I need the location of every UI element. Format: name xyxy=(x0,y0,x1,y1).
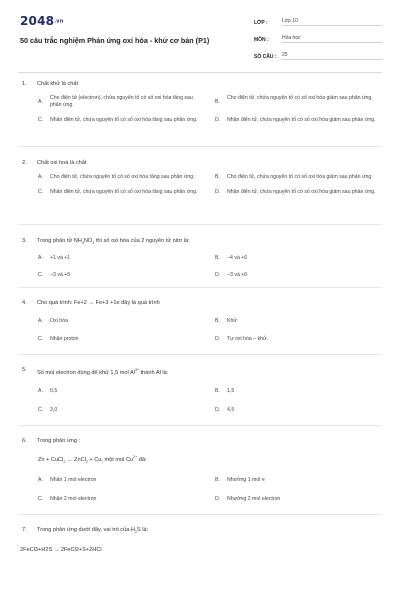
question-text: Chất khử là chất xyxy=(37,81,79,87)
answer-option-c[interactable] xyxy=(38,336,205,343)
option-letter: D. xyxy=(215,407,221,414)
question-number: 6. xyxy=(22,438,27,444)
header-divider xyxy=(18,72,382,73)
option-text: Cho điện tử (electron), chứa nguyên tố có số oxi hóa tăng sau phản ứng. xyxy=(50,95,193,109)
question-number: 2. xyxy=(22,160,27,166)
option-text: Nhận điện tử, chứa nguyên tố có số oxi hóa giảm sau phản ứng. xyxy=(227,189,376,196)
option-letter: B. xyxy=(215,318,220,324)
answer-option-d[interactable] xyxy=(215,117,382,124)
option-letter: A. xyxy=(38,318,43,324)
option-text: −4 và +6 xyxy=(227,255,248,262)
document-meta xyxy=(254,12,382,60)
option-text: −3 và +6 xyxy=(227,272,248,279)
answer-option-c[interactable] xyxy=(38,407,205,414)
meta-class-label: LỚP : xyxy=(254,20,268,26)
answer-options xyxy=(38,255,382,279)
question-text: Trong phản ứng dưới đây, vai trò của $H_2S$ là: xyxy=(37,527,149,535)
answer-option-c[interactable] xyxy=(38,189,205,196)
answer-options xyxy=(38,174,382,196)
option-text: Nhận 1 mol electron xyxy=(50,476,97,483)
option-text: 0,5 xyxy=(50,387,58,394)
answer-option-c[interactable] xyxy=(38,117,205,124)
option-letter: D. xyxy=(215,117,221,124)
question-1 xyxy=(22,80,382,146)
question-3 xyxy=(22,225,382,287)
option-text: Nhận 2 mol electron xyxy=(50,496,97,503)
option-letter: C. xyxy=(38,117,44,124)
question-number: 3. xyxy=(22,238,27,244)
answer-option-a[interactable] xyxy=(38,388,205,395)
option-letter: C. xyxy=(38,496,44,503)
answer-option-a[interactable] xyxy=(38,95,205,109)
answer-option-a[interactable] xyxy=(38,255,205,262)
option-text: Nhận điện tử, chứa nguyên tố có số oxi hóa tăng sau phản ứng. xyxy=(50,117,198,124)
question-7 xyxy=(22,515,382,554)
option-letter: B. xyxy=(215,174,220,180)
option-letter: A. xyxy=(38,255,43,262)
option-text: Tự oxi hóa – khử. xyxy=(227,336,268,343)
option-text: Nhận điện tử, chứa nguyên tố có số oxi hóa tăng sau phản ứng. xyxy=(50,189,198,196)
answer-option-d[interactable] xyxy=(215,336,382,343)
answer-option-d[interactable] xyxy=(215,407,382,414)
option-text: 3,0 xyxy=(50,407,58,414)
question-number: 7. xyxy=(22,527,27,533)
option-text: Cho điện tử, chứa nguyên tố có số oxi hóa giảm sau phản ứng. xyxy=(227,95,373,101)
question-6 xyxy=(22,426,382,514)
option-letter: A. xyxy=(38,98,43,105)
option-text: Khử xyxy=(227,318,237,324)
answer-option-d[interactable] xyxy=(215,272,382,279)
option-text: Nhận điện tử, chứa nguyên tố có số oxi hóa giảm sau phản ứng. xyxy=(227,117,376,124)
option-letter: C. xyxy=(38,189,44,196)
answer-options xyxy=(38,95,382,125)
question-4 xyxy=(22,288,382,354)
option-text: Cho điện tử, chứa nguyên tố có số oxi hóa tăng sau phản ứng. xyxy=(50,174,195,180)
answer-option-b[interactable] xyxy=(215,477,382,484)
option-text: 1,5 xyxy=(227,387,235,394)
answer-option-c[interactable] xyxy=(38,272,205,279)
question-header xyxy=(22,437,382,445)
page-title: 50 câu trắc nghiệm Phản ứng oxi hóa - khử cơ bản (P1) xyxy=(20,36,210,45)
answer-option-a[interactable] xyxy=(38,477,205,484)
option-letter: D. xyxy=(215,496,221,503)
answer-options xyxy=(38,477,382,503)
meta-subject xyxy=(254,29,382,43)
meta-count-value: 25 xyxy=(282,52,382,61)
option-letter: B. xyxy=(215,98,220,105)
answer-option-d[interactable] xyxy=(215,496,382,503)
option-text: Oxi hóa xyxy=(50,318,68,324)
question-header xyxy=(22,366,382,377)
question-text: Số mol electron dùng để khử 1,5 mol $Al^{3+}$ thành Al là: xyxy=(37,368,169,376)
question-number: 5. xyxy=(22,367,27,373)
option-letter: B. xyxy=(215,387,220,394)
meta-class xyxy=(254,12,382,26)
question-equation: 2FeCl3+H2S → 2FeCl2+S+2HCl xyxy=(20,547,102,554)
answer-options xyxy=(38,388,382,414)
meta-subject-value: Hóa học xyxy=(282,35,382,44)
question-header xyxy=(22,80,382,88)
option-letter: D. xyxy=(215,189,221,196)
option-letter: A. xyxy=(38,387,43,394)
answer-option-b[interactable] xyxy=(215,174,382,181)
option-letter: D. xyxy=(215,272,221,279)
question-number: 1. xyxy=(22,81,27,87)
option-letter: C. xyxy=(38,272,44,279)
question-header xyxy=(22,237,382,247)
option-letter: A. xyxy=(38,174,43,180)
question-header xyxy=(22,526,382,536)
question-header xyxy=(22,159,382,167)
meta-count-label: SỐ CÂU : xyxy=(254,54,277,60)
question-2 xyxy=(22,147,382,224)
answer-option-b[interactable] xyxy=(215,388,382,395)
option-text: 4,5 xyxy=(227,407,235,414)
question-5 xyxy=(22,355,382,425)
site-logo[interactable] xyxy=(20,14,64,28)
meta-question-count xyxy=(254,46,382,60)
option-text: Nhường 2 mol electron xyxy=(227,496,281,503)
question-list xyxy=(22,80,382,554)
question-text: Chất oxi hoá là chất xyxy=(37,160,87,166)
question-equation: Zn + CuCl$_2$ → ZnCl$_2$ + Cu, một mol $Cu^{2+}$ đã: xyxy=(38,455,147,464)
answer-options xyxy=(38,318,382,343)
answer-option-a[interactable] xyxy=(38,174,205,181)
answer-option-b[interactable] xyxy=(215,95,382,109)
option-letter: C. xyxy=(38,407,44,414)
option-text: Nhận proton xyxy=(50,336,79,343)
answer-option-c[interactable] xyxy=(38,496,205,503)
meta-subject-label: MÔN : xyxy=(254,37,269,43)
option-letter: B. xyxy=(215,476,220,483)
option-letter: D. xyxy=(215,336,221,343)
question-header xyxy=(22,299,382,307)
answer-option-b[interactable] xyxy=(215,318,382,325)
question-text: Trong phân tử $NH_4NO_3$ thì số oxi hóa của 2 nguyên tử nitơ là: xyxy=(37,238,190,246)
option-text: Nhường 1 mol e xyxy=(227,476,265,483)
answer-option-d[interactable] xyxy=(215,189,382,196)
meta-class-value: Lớp 10 xyxy=(282,18,382,27)
option-text: +1 và +1 xyxy=(50,255,71,262)
question-text: Cho quá trình: Fe+2 → Fe+3 +1e đây là quá trình xyxy=(37,300,160,306)
option-letter: B. xyxy=(215,255,220,262)
answer-option-b[interactable] xyxy=(215,255,382,262)
option-text: Cho điện tử, chứa nguyên tố có số oxi hóa giảm sau phản ứng. xyxy=(227,174,373,180)
question-text: Trong phản ứng : xyxy=(37,438,81,444)
option-letter: C. xyxy=(38,336,44,343)
option-letter: A. xyxy=(38,476,43,483)
question-number: 4. xyxy=(22,300,27,306)
answer-option-a[interactable] xyxy=(38,318,205,325)
option-text: −3 và +5 xyxy=(50,272,71,279)
logo-text: 2048 xyxy=(20,14,55,28)
logo-suffix: .vn xyxy=(54,18,64,25)
page-header xyxy=(20,12,382,62)
